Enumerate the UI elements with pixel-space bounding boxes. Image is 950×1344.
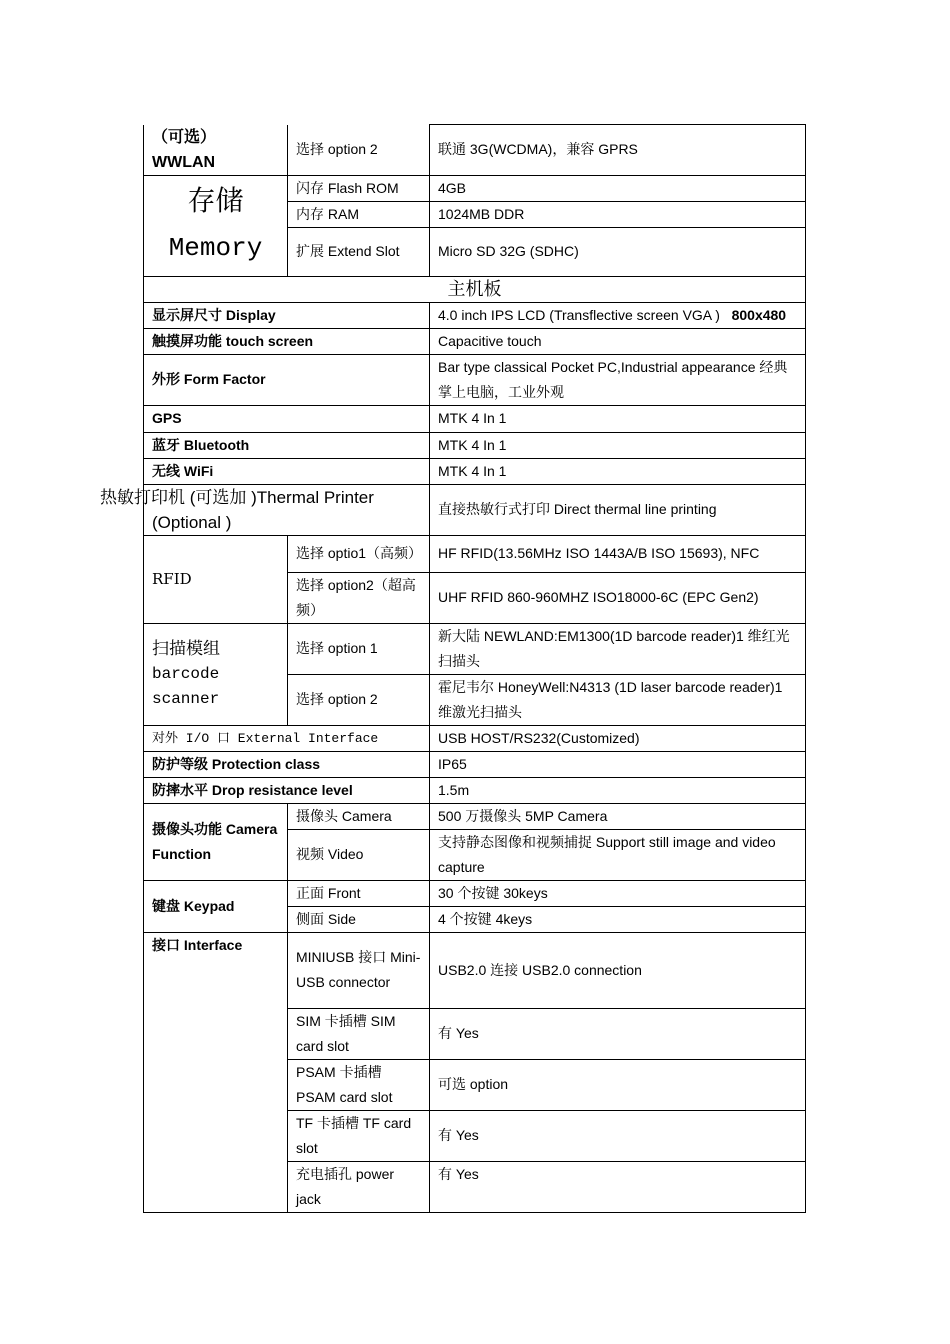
- drop-label: 防摔水平 Drop resistance level: [144, 777, 430, 803]
- printer-label-line2: (Optional ): [152, 512, 232, 532]
- interface-item-value: 有 Yes: [430, 1008, 806, 1059]
- interface-item-name: PSAM 卡插槽 PSAM card slot: [288, 1059, 430, 1110]
- interface-item-name: MINIUSB 接口 Mini-USB connector: [288, 932, 430, 1008]
- row-protection: [144, 751, 806, 777]
- row-keypad-1: [144, 880, 806, 906]
- drop-value: 1.5m: [430, 777, 806, 803]
- camera-item-name: 摄像头 Camera: [288, 803, 430, 829]
- memory-item-name: 闪存 Flash ROM: [288, 175, 430, 201]
- scanner-label-line2: barcode: [152, 664, 220, 683]
- row-rfid-hf: [144, 535, 806, 572]
- display-label: 显示屏尺寸 Display: [144, 302, 430, 328]
- display-value-text: 4.0 inch IPS LCD (Transflective screen VGA ): [438, 306, 720, 323]
- keypad-label: 键盘 Keypad: [144, 880, 288, 932]
- section-title: 主机板: [144, 276, 806, 302]
- scanner-label-line3: scanner: [152, 689, 220, 708]
- keypad-item-value: 30 个按键 30keys: [430, 880, 806, 906]
- memory-item-value: 1024MB DDR: [430, 201, 806, 227]
- row-touch: [144, 328, 806, 354]
- camera-item-value: 500 万摄像头 5MP Camera: [430, 803, 806, 829]
- scanner-value: 霍尼韦尔 HoneyWell:N4313 (1D laser barcode reader)1 维激光扫描头: [430, 674, 806, 725]
- io-value: USB HOST/RS232(Customized): [430, 725, 806, 751]
- interface-item-value: 可选 option: [430, 1059, 806, 1110]
- interface-item-name: SIM 卡插槽 SIM card slot: [288, 1008, 430, 1059]
- keypad-item-value: 4 个按键 4keys: [430, 906, 806, 932]
- scanner-option: 选择 option 1: [288, 623, 430, 674]
- row-display: [144, 302, 806, 328]
- touch-label: 触摸屏功能 touch screen: [144, 328, 430, 354]
- scanner-label: [144, 623, 288, 725]
- touch-value: Capacitive touch: [430, 328, 806, 354]
- scanner-label-line1: 扫描模组: [152, 638, 220, 659]
- printer-value: 直接热敏行式打印 Direct thermal line printing: [430, 484, 806, 535]
- printer-label: [100, 484, 430, 535]
- row-form-factor: [144, 354, 806, 405]
- row-printer: [144, 484, 806, 535]
- bluetooth-value: MTK 4 In 1: [430, 432, 806, 458]
- row-section-mainboard: [144, 276, 806, 302]
- wwlan-option: 选择 option 2: [288, 125, 430, 176]
- row-scanner-1: [144, 623, 806, 674]
- interface-item-name: 充电插孔 power jack: [288, 1161, 430, 1212]
- interface-item-value: 有 Yes: [430, 1110, 806, 1161]
- interface-item-name: TF 卡插槽 TF card slot: [288, 1110, 430, 1161]
- memory-item-value: Micro SD 32G (SDHC): [430, 227, 806, 276]
- row-bluetooth: [144, 432, 806, 458]
- memory-label-cn: 存储: [187, 183, 244, 217]
- interface-item-value: USB2.0 连接 USB2.0 connection: [430, 932, 806, 1008]
- memory-label: [144, 175, 288, 276]
- wifi-value: MTK 4 In 1: [430, 458, 806, 484]
- form-factor-label: 外形 Form Factor: [144, 354, 430, 405]
- rfid-value: UHF RFID 860-960MHZ ISO18000-6C (EPC Gen2): [430, 572, 806, 623]
- row-drop: [144, 777, 806, 803]
- memory-item-value: 4GB: [430, 175, 806, 201]
- row-io: [144, 725, 806, 751]
- interface-item-value: 有 Yes: [430, 1161, 806, 1212]
- row-camera-1: [144, 803, 806, 829]
- display-resolution: 800x480: [731, 306, 787, 323]
- camera-item-value: 支持静态图像和视频捕捉 Support still image and video capture: [430, 829, 806, 880]
- bluetooth-label: 蓝牙 Bluetooth: [144, 432, 430, 458]
- rfid-option: 选择 option2（超高频）: [288, 572, 430, 623]
- form-factor-value: Bar type classical Pocket PC,Industrial appearance 经典掌上电脑，工业外观: [430, 354, 806, 405]
- row-gps: [144, 405, 806, 432]
- wwlan-label: （可选）WWLAN: [144, 125, 288, 176]
- scanner-value: 新大陆 NEWLAND:EM1300(1D barcode reader)1 维红光扫描头: [430, 623, 806, 674]
- wwlan-value: 联通 3G(WCDMA)，兼容 GPRS: [430, 125, 806, 176]
- protection-value: IP65: [430, 751, 806, 777]
- camera-item-name: 视频 Video: [288, 829, 430, 880]
- rfid-option: 选择 optio1（高频）: [288, 535, 430, 572]
- interface-label: 接口 Interface: [144, 932, 288, 1212]
- rfid-label: RFID: [144, 535, 288, 623]
- keypad-item-name: 正面 Front: [288, 880, 430, 906]
- scanner-option: 选择 option 2: [288, 674, 430, 725]
- spec-table: [100, 124, 806, 1213]
- memory-item-name: 扩展 Extend Slot: [288, 227, 430, 276]
- camera-label: 摄像头功能 Camera Function: [144, 803, 288, 880]
- io-label: 对外 I/O 口 External Interface: [144, 725, 430, 751]
- row-wwlan: [144, 125, 806, 176]
- gps-value: MTK 4 In 1: [430, 405, 806, 432]
- printer-label-line1: 热敏打印机 (可选加 )Thermal Printer: [100, 487, 374, 507]
- memory-item-name: 内存 RAM: [288, 201, 430, 227]
- memory-label-en: Memory: [168, 232, 263, 263]
- protection-label: 防护等级 Protection class: [144, 751, 430, 777]
- rfid-value: HF RFID(13.56MHz ISO 1443A/B ISO 15693), NFC: [430, 535, 806, 572]
- gps-label: GPS: [144, 405, 430, 432]
- wifi-label: 无线 WiFi: [144, 458, 430, 484]
- row-wifi: [144, 458, 806, 484]
- row-memory-flash: [144, 175, 806, 201]
- keypad-item-name: 侧面 Side: [288, 906, 430, 932]
- display-value: [430, 302, 806, 328]
- row-interface-1: [144, 932, 806, 1008]
